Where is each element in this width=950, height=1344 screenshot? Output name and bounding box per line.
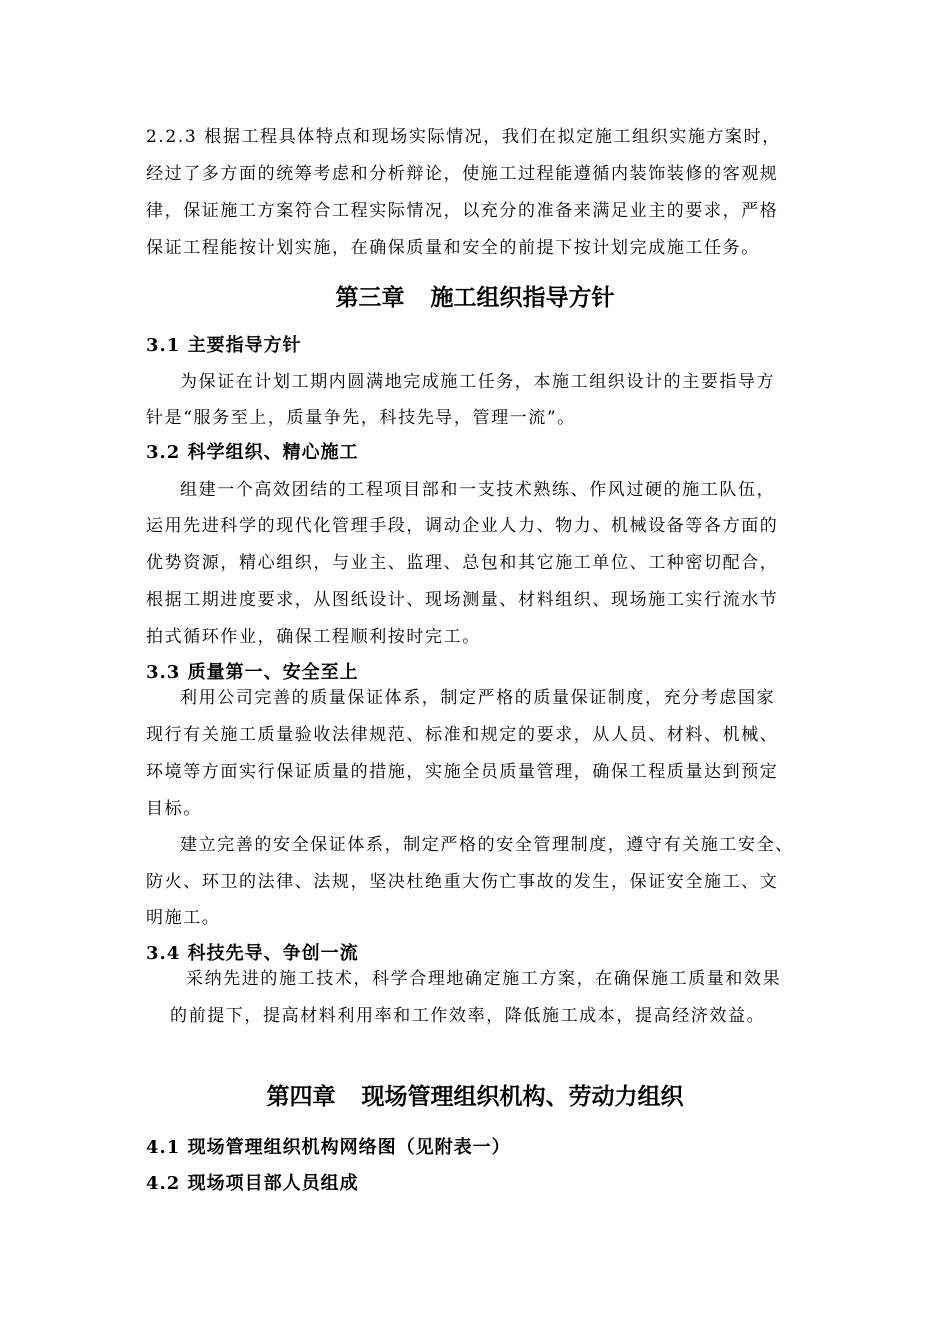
chapter-number: 第三章 [335,285,405,311]
chapter-name: 施工组织指导方针 [430,285,615,311]
paragraph-line: 优势资源，精心组织，与业主、监理、总包和其它施工单位、工种密切配合， [146,553,779,573]
section-heading: 4.2 现场项目部人员组成 [146,1173,359,1194]
paragraph-line: 经过了多方面的统筹考虑和分析辩论，使施工过程能遵循内装饰装修的客观规 [146,164,779,184]
section-heading: 3.3 质量第一、安全至上 [146,662,359,683]
paragraph-line: 环境等方面实行保证质量的措施，实施全员质量管理，确保工程质量达到预定 [146,762,779,782]
chapter-title [0,1082,950,1112]
section-heading: 3.4 科技先导、争创一流 [146,943,359,964]
paragraph-line: 根据工期进度要求，从图纸设计、现场测量、材料组织、现场施工实行流水节 [146,590,779,610]
paragraph-line: 律，保证施工方案符合工程实际情况，以充分的准备来满足业主的要求，严格 [146,201,779,221]
paragraph-line: 目标。 [146,799,202,819]
paragraph-line: 采纳先进的施工技术，科学合理地确定施工方案，在确保施工质量和效果 [186,969,782,989]
paragraph-line: 组建一个高效团结的工程项目部和一支技术熟练、作风过硬的施工队伍， [180,480,776,500]
paragraph-line: 运用先进科学的现代化管理手段，调动企业人力、物力、机械设备等各方面的 [146,516,779,536]
paragraph-line: 的前提下，提高材料利用率和工作效率，降低施工成本，提高经济效益。 [170,1006,766,1026]
paragraph-line: 明施工。 [146,908,221,928]
paragraph-line: 利用公司完善的质量保证体系，制定严格的质量保证制度，充分考虑国家 [180,688,776,708]
paragraph-line: 建立完善的安全保证体系，制定严格的安全管理制度，遵守有关施工安全、 [180,835,794,855]
paragraph-line: 为保证在计划工期内圆满地完成施工任务，本施工组织设计的主要指导方 [180,372,776,392]
paragraph-line: 拍式循环作业，确保工程顺利按时完工。 [146,627,481,647]
section-heading: 4.1 现场管理组织机构网络图（见附表一） [146,1137,511,1158]
paragraph-line: 针是“服务至上，质量争先，科技先导，管理一流”。 [146,408,576,428]
chapter-title [0,283,950,313]
paragraph-line: 防火、环卫的法律、法规，坚决杜绝重大伤亡事故的发生，保证安全施工、文 [146,872,779,892]
chapter-number: 第四章 [266,1084,336,1110]
section-heading: 3.1 主要指导方针 [146,335,302,356]
chapter-name: 现场管理组织机构、劳动力组织 [361,1084,684,1110]
paragraph-line: 2.2.3 根据工程具体特点和现场实际情况，我们在拟定施工组织实施方案时， [146,127,781,147]
section-heading: 3.2 科学组织、精心施工 [146,442,359,463]
paragraph-line: 现行有关施工质量验收法律规范、标准和规定的要求，从人员、材料、机械、 [146,725,779,745]
paragraph-line: 保证工程能按计划实施，在确保质量和安全的前提下按计划完成施工任务。 [146,238,760,258]
